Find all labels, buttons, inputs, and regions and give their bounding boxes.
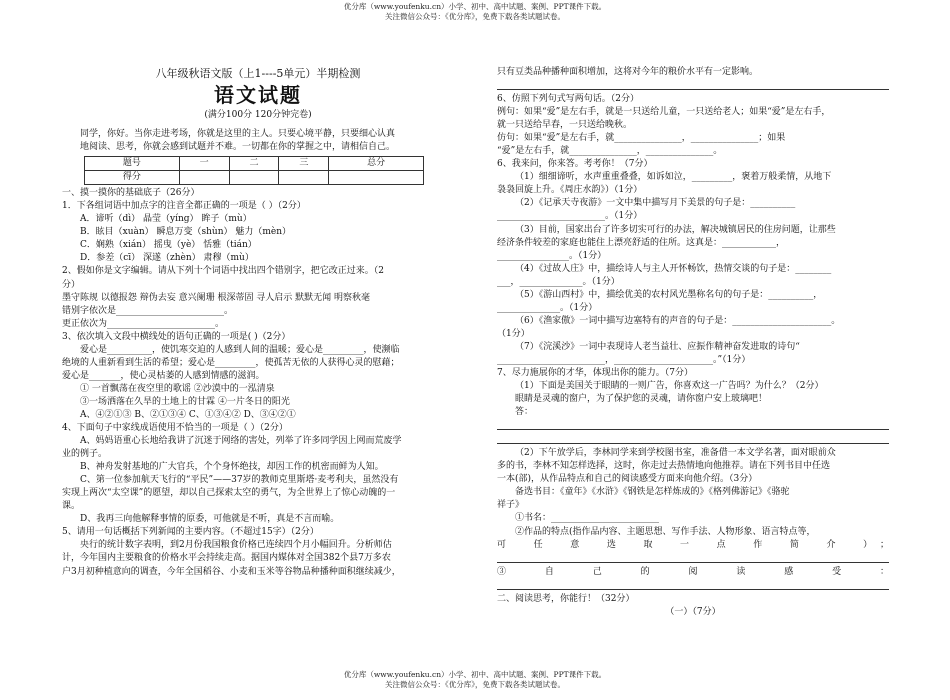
score-input-cell[interactable] xyxy=(229,171,279,185)
q7-item-2-cont: ________________________。（1分） xyxy=(497,211,643,222)
q7-item-6-cont: （1分） xyxy=(497,328,530,339)
q2-word-list: 墨守陈规 以德报怨 辩伪去妄 意兴阑珊 根深蒂固 寻人启示 默默无闻 明察秋毫 xyxy=(62,292,371,303)
score-label-cell: 得分 xyxy=(85,171,180,185)
q6-example-1: 例句：如果“爱”是左右手，就是一只送给儿童，一只送给老人；如果“爱”是左右手， xyxy=(497,107,831,118)
page-footer xyxy=(0,670,950,690)
q4-option-d: D、我再三向他解释事情的原委，可他就是不听，真是不言而喻。 xyxy=(80,514,340,525)
section-1-heading: 一、摸一摸你的基础底子（26分） xyxy=(62,188,200,199)
q3-options-2: ③一场洒落在久旱的土地上的甘霖 ④一片冬日的阳光 xyxy=(80,396,290,407)
question-3: 3、依次填入文段中横线处的语句正确的一项是( )（2分） xyxy=(62,331,291,342)
q5-answer-line[interactable] xyxy=(497,79,889,90)
q7-item-5: （5）《游山西村》中，描绘优美的农村风光墨称名句的句子是：__________， xyxy=(515,289,823,300)
q1-option-b: B．眩目（xuàn） 瞬息万变（shùn） 魅力（mèn） xyxy=(80,227,292,238)
footer-line-1: 优分库（www.youfenku.cn）小学、初中、高中试题、案例、PPT课件下载。 xyxy=(343,670,607,679)
q8-ad-text: 眼睛是灵魂的窗户，为了保护您的灵魂，请你窗户安上玻璃吧！ xyxy=(515,394,768,405)
question-6: 6、仿照下列句式写两句话。（2分） xyxy=(497,94,639,105)
q5-news-3: 户3月初种植意向的调查，今年全国稻谷、小麦和玉米等谷物品种播种面积继续减少， xyxy=(62,566,401,577)
q7-item-7: （7）《浣溪沙》一词中表现诗人老当益壮、应振作精神奋发进取的诗句“ xyxy=(515,341,800,352)
q4-option-a-cont: 业的例子。 xyxy=(62,449,108,460)
q4-option-c-end: 课。 xyxy=(62,501,81,512)
footer-line-2: 关注微信公众号：《优分库》，免费下载各类试题试卷。 xyxy=(385,680,565,690)
score-input-cell[interactable] xyxy=(279,171,329,185)
q7-item-3-end: ________________。（1分） xyxy=(497,250,607,261)
q8-book-list-cont: 祥子》 xyxy=(497,500,525,511)
question-8: 7、尽力施展你的才华，体现出你的能力。（7分） xyxy=(497,368,693,379)
exam-score-time: (满分100分 120分钟完卷) xyxy=(204,109,312,120)
q7-item-1: （1）细细谛听，水声重重叠叠，如诉如泣，_________，褒着万般柔情，从地下 xyxy=(515,172,832,183)
q8-item-2-cont: 多的书，李林不知怎样选择，这时，你走过去热情地向他推荐。请在下列书目中任选 xyxy=(497,461,831,472)
score-cell: 二 xyxy=(229,157,279,171)
exam-subtitle: 八年级秋语文版（上1----5单元）半期检测 xyxy=(155,67,361,80)
q3-passage-2: 绝境的人重新看到生活的希望；爱心是_________，使孤苦无依的人获得心灵的慰藉； xyxy=(62,357,400,368)
section-2-part-1: （一）（7分） xyxy=(665,606,721,617)
score-cell: 一 xyxy=(179,157,229,171)
q3-options-1: ① 一首飘荡在夜空里的歌谣 ②沙漠中的一泓清泉 xyxy=(80,383,275,394)
q8-item-1: （1）下面是美国关于眼睛的一则广告，你喜欢这一广告吗？为什么？（2分） xyxy=(515,381,824,392)
q7-item-4-cont: ___，______________。（1分） xyxy=(497,276,620,287)
q8-answer-line[interactable] xyxy=(497,433,889,444)
q1-option-a: A．谛听（dì） 晶莹（yíng） 眸子（mù） xyxy=(80,214,252,225)
exam-title: 语文试题 xyxy=(214,82,302,107)
q4-option-c-cont: 实现上两次“太空课”的愿望，却以自己探索太空的勇气，为全世界上了惊心动魄的一 xyxy=(62,488,396,499)
page-header xyxy=(0,2,950,22)
question-7: 6、我来问，你来答。考考你！（7分） xyxy=(497,159,653,170)
q8-book-features: ②作品的特点(指作品内容、主题思想、写作手法、人物形象、语言特点等， xyxy=(515,526,816,537)
q1-option-d: D．参差（cī） 深遂（zhèn） 肃穆（mù） xyxy=(80,253,254,264)
q7-item-3: （3）目前，国家出台了许多切实可行的办法，解决城镇居民的住房问题，让那些 xyxy=(515,224,836,235)
q5-news-1: 央行的统计数字表明，到2月份我国粮食价格已连续四个月小幅回升。分析师估 xyxy=(80,540,392,551)
q2-answer-wrong: 错别字依次是________________________。 xyxy=(62,305,234,316)
q7-item-1-cont: 袅袅回旋上升。《周庄水韵》）（1分） xyxy=(497,185,643,196)
q8-book-list: 备选书目：《童年》《水浒》《钢铁是怎样炼成的》《格列佛游记》《骆驼 xyxy=(515,487,790,498)
q4-option-c: C、第一位参加航天飞行的“平民”——37岁的教师克里斯塔·麦考利夫，虽然没有 xyxy=(80,475,399,486)
left-column xyxy=(62,66,454,579)
q4-option-a: A、妈妈语重心长地给我讲了沉迷于网络的害处，列举了许多同学因上网而荒废学 xyxy=(80,436,402,447)
q8-reading-feeling: ③ 自 己 的 阅 读 感 受 ： xyxy=(497,566,889,577)
q8-answer-label: 答： xyxy=(515,407,534,418)
q3-passage-3: 爱心是_______，使心灵枯萎的人感到情感的滋润。 xyxy=(62,370,265,381)
q7-item-3-cont: 经济条件较差的家庭也能住上漂亮舒适的住所。这真是：____________， xyxy=(497,237,786,248)
score-cell: 总分 xyxy=(329,157,424,171)
question-4: 4、下面句子中家线成语使用不恰当的一项是（ ）（2分） xyxy=(62,423,288,434)
question-5: 5、请用一句话概括下列新闻的主要内容。（不超过15字）（2分） xyxy=(62,527,319,538)
score-table-score-row xyxy=(85,171,424,185)
q5-news-2: 计，今年国内主要粮食的价格水平会持续走高。据国内媒体对全国382个县7万多农 xyxy=(62,553,391,564)
q6-example-2: 就一只送给早春，一只送给晚秋。 xyxy=(497,120,633,131)
q7-item-2: （2）《记承天寺夜游》一文中集中描写月下美景的句子是：__________ xyxy=(515,198,796,209)
q7-item-6: （6）《渔家傲》一词中描写边塞特有的声音的句子是：______________________。 xyxy=(515,315,841,326)
q8-features-answer-line[interactable] xyxy=(497,552,889,563)
q8-item-2: （2）下午放学后，李林同学来到学校图书室，准备借一本文学名著，面对眼前众 xyxy=(515,448,836,459)
q3-choices: A、④②①③ B、②①③④ C、①③④② D、③④②① xyxy=(80,409,296,420)
q3-passage-1: 爱心是__________，使饥寒交迫的人感到人间的温暖；爱心是_________，使濒临 xyxy=(80,344,400,355)
q2-answer-correct: 更正依次为________________________。 xyxy=(62,318,225,329)
score-input-cell[interactable] xyxy=(179,171,229,185)
q7-item-7-cont: ________________________，______________________。”（1分） xyxy=(497,354,751,365)
question-1: 1．下各组词语中加点字的注音全都正确的一项是（ ）（2分） xyxy=(62,201,306,212)
score-table xyxy=(84,156,424,185)
q5-news-4: 只有豆类品种播种面积增加，这将对今年的粮价水平有一定影响。 xyxy=(497,67,759,77)
q4-option-b: B、神舟发射基地的广大官兵，个个身怀绝技，却因工作的机密而鲜为人知。 xyxy=(80,462,384,473)
q7-item-5-cont: ______________。（1分） xyxy=(497,302,598,313)
intro-line-2: 地阅读、思考，你就会感到试题并不难。一切都在你的掌握之中，请相信自己。 xyxy=(80,142,396,153)
intro-line-1: 同学，你好。当你走进考场，你就是这里的主人。只要心境平静，只要细心认真 xyxy=(80,128,396,139)
question-2-cont: 分） xyxy=(62,279,81,290)
q7-item-4: （4）《过故人庄》中，描绘诗人与主人开怀畅饮，热情交谈的句子是：________ xyxy=(515,263,832,274)
q8-item-2-end: 一本(部)，从作品特点和自己的阅读感受方面来向他介绍。（3分） xyxy=(497,474,758,485)
right-column xyxy=(497,66,889,619)
q8-answer-line[interactable] xyxy=(497,419,889,430)
q6-imitate-2: “爱”是左右手，就_______________，_______________。 xyxy=(497,146,723,157)
q8-book-features-cont: 可 任 意 选 取 一 点 作 简 介 ）； xyxy=(497,539,889,550)
question-2: 2、假如你是文字编辑。请从下列十个词语中找出四个错别字，把它改正过来。（2 xyxy=(62,266,384,277)
header-line-2: 关注微信公众号：《优分库》，免费下载各类试题试卷。 xyxy=(385,12,565,22)
q8-feeling-answer-line[interactable] xyxy=(497,579,889,590)
score-table-header-row xyxy=(85,157,424,171)
score-cell: 题号 xyxy=(85,157,180,171)
section-2-heading: 二、阅读思考，你能行！（32分） xyxy=(497,593,635,604)
header-line-1: 优分库（www.youfenku.cn）小学、初中、高中试题、案例、PPT课件下载。 xyxy=(343,2,607,11)
q6-imitate-1: 仿句：如果“爱”是左右手，就_______________，_______________；如果 xyxy=(497,133,786,144)
score-input-cell[interactable] xyxy=(329,171,424,185)
score-cell: 三 xyxy=(279,157,329,171)
q8-book-name: ①书名：________________________ xyxy=(515,513,660,524)
q1-option-c: C．娴熟（xián） 摇曳（yè） 恬雅（tián） xyxy=(80,240,257,251)
